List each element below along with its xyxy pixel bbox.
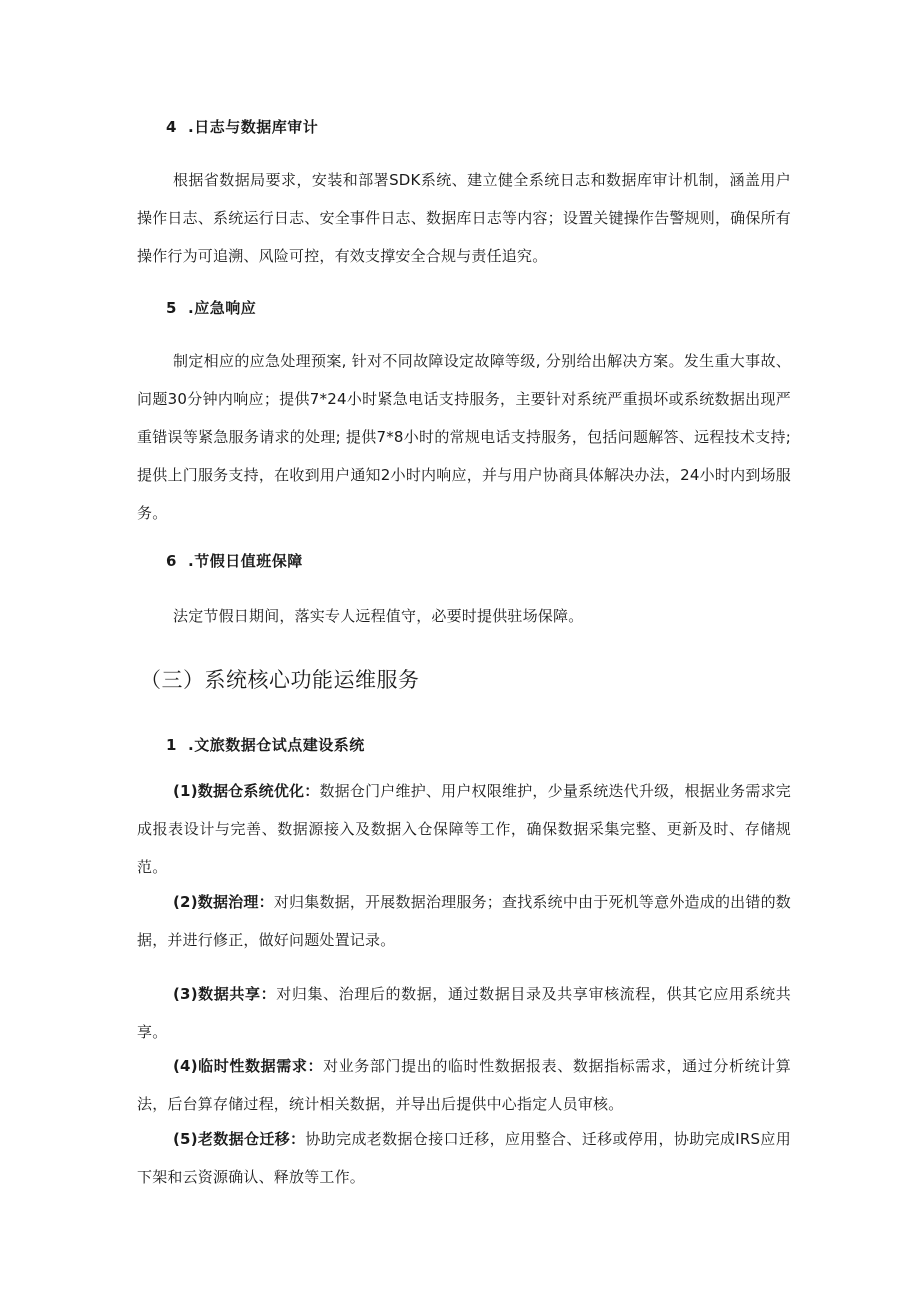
paragraph-log-audit: 根据省数据局要求，安装和部署SDK系统、建立健全系统日志和数据库审计机制，涵盖用户操作日志、系统运行日志、安全事件日志、数据库日志等内容；设置关键操作告警规则，确保所有操作行为可追溯、风险可控，有效支撑安全合规与责任追究。 bbox=[137, 171, 791, 265]
item-temporary-data-requests bbox=[137, 1047, 791, 1123]
item-text: 对归集数据，开展数据治理服务；查找系统中由于死机等意外造成的出错的数据，并进行修正，做好问题处置记录。 bbox=[137, 893, 792, 949]
item-label: (2)数据治理： bbox=[173, 893, 274, 911]
heading-title: .节假日值班保障 bbox=[188, 552, 303, 570]
section-title-core-ops: （三）系统核心功能运维服务 bbox=[140, 668, 420, 692]
heading-holiday-duty bbox=[166, 550, 303, 571]
item-data-governance bbox=[137, 883, 791, 959]
heading-log-audit bbox=[166, 116, 318, 137]
heading-number: 4 bbox=[166, 118, 177, 136]
item-label: (3)数据共享： bbox=[173, 985, 277, 1003]
heading-title: .文旅数据仓试点建设系统 bbox=[188, 736, 365, 754]
item-legacy-warehouse-migration bbox=[137, 1120, 791, 1196]
item-label: (4)临时性数据需求： bbox=[173, 1057, 324, 1075]
heading-number: 1 bbox=[166, 736, 177, 754]
heading-emergency-response bbox=[166, 297, 256, 318]
item-warehouse-optimization bbox=[137, 772, 791, 886]
item-text: 对归集、治理后的数据，通过数据目录及共享审核流程，供其它应用系统共享。 bbox=[137, 985, 791, 1041]
paragraph-emergency-response: 制定相应的应急处理预案, 针对不同故障设定故障等级, 分别给出解决方案。发生重大事故、问题30分钟内响应；提供7*24小时紧急电话支持服务，主要针对系统严重损坏或系统数据出现严重错误等紧急服务请求的处理; 提供7*8小时的常规电话支持服务，包括问题解答、远程技术支持; 提供上门服务支持，在收到用户通知2小时内响应，并与用户协商具体解决办法，24小时内到场服务。 bbox=[137, 352, 791, 522]
heading-number: 5 bbox=[166, 299, 177, 317]
heading-title: .应急响应 bbox=[188, 299, 257, 317]
item-text: 数据仓门户维护、用户权限维护，少量系统迭代升级，根据业务需求完成报表设计与完善、数据源接入及数据入仓保障等工作，确保数据采集完整、更新及时、存储规范。 bbox=[137, 782, 791, 876]
paragraph-holiday-duty: 法定节假日期间，落实专人远程值守，必要时提供驻场保障。 bbox=[173, 607, 584, 625]
item-label: (5)老数据仓迁移： bbox=[173, 1130, 306, 1148]
item-text: 对业务部门提出的临时性数据报表、数据指标需求，通过分析统计算法，后台算存储过程，统计相关数据，并导出后提供中心指定人员审核。 bbox=[137, 1057, 791, 1113]
item-text: 协助完成老数据仓接口迁移，应用整合、迁移或停用，协助完成IRS应用下架和云资源确认、释放等工作。 bbox=[137, 1130, 791, 1186]
heading-number: 6 bbox=[166, 552, 177, 570]
heading-title: .日志与数据库审计 bbox=[188, 118, 319, 136]
item-data-sharing bbox=[137, 975, 791, 1051]
item-label: (1)数据仓系统优化： bbox=[173, 782, 320, 800]
heading-data-warehouse bbox=[166, 734, 365, 755]
